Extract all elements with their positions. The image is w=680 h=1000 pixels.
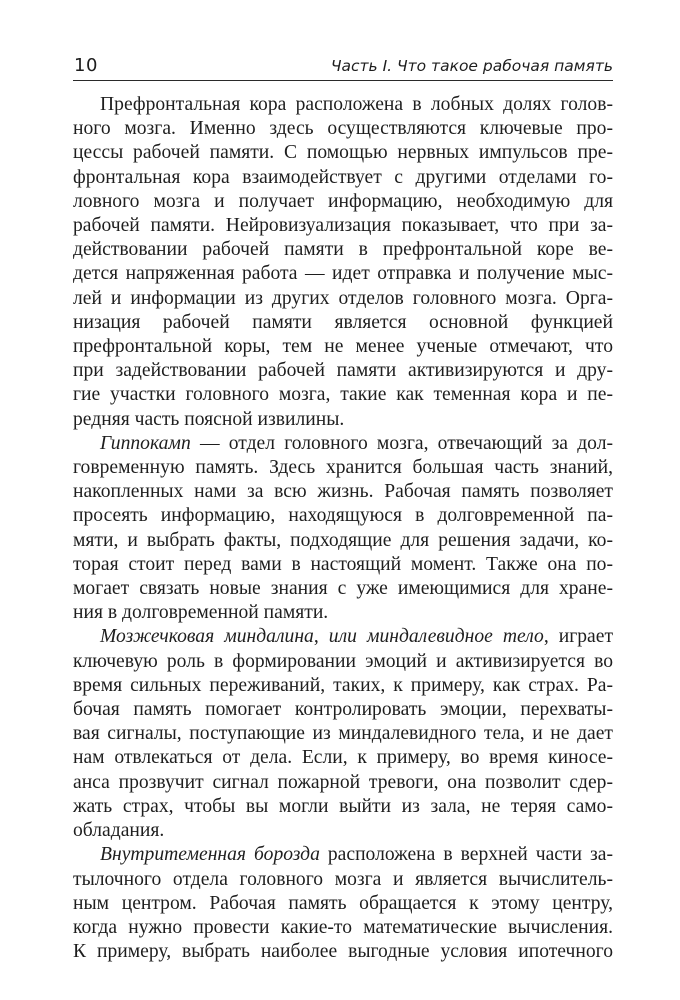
text-line bbox=[73, 625, 613, 649]
text-run: бочая память помогает контролировать эмоции, перехваты- bbox=[73, 699, 613, 721]
text-line bbox=[73, 359, 613, 383]
text-run: , играет bbox=[543, 626, 614, 648]
text-line bbox=[73, 795, 613, 819]
text-line bbox=[73, 214, 613, 238]
text-run: ным центром. Рабочая память обращается к этому центру, bbox=[73, 892, 613, 914]
text-line bbox=[73, 674, 613, 698]
text-line bbox=[73, 868, 613, 892]
text-run: могает связать новые знания с уже имеющимися для хране- bbox=[73, 578, 613, 600]
text-line bbox=[73, 432, 613, 456]
text-run: действовании рабочей памяти в префронтальной коре ве- bbox=[73, 239, 613, 261]
text-run: ного мозга. Именно здесь осуществляются ключевые про- bbox=[73, 118, 613, 140]
text-line bbox=[73, 892, 613, 916]
term-italic: Гиппокамп bbox=[100, 432, 191, 454]
text-run: говременную память. Здесь хранится большая часть знаний, bbox=[73, 457, 613, 479]
text-run: Префронтальная кора расположена в лобных долях голов- bbox=[100, 94, 613, 115]
paragraph bbox=[73, 93, 613, 432]
text-line bbox=[73, 553, 613, 577]
book-page bbox=[73, 52, 613, 964]
term-italic: или миндалевидное тело bbox=[328, 626, 544, 648]
text-run: К примеру, выбрать наиболее выгодные условия ипотечного bbox=[73, 941, 613, 963]
text-line bbox=[73, 190, 613, 214]
text-line bbox=[73, 166, 613, 190]
text-run: лей и информации из других отделов головного мозга. Орга- bbox=[73, 287, 613, 309]
text-line bbox=[73, 287, 613, 311]
text-line bbox=[73, 93, 613, 117]
text-run: обладания. bbox=[73, 820, 165, 842]
text-run: ния в долговременной памяти. bbox=[73, 602, 329, 624]
text-run: дется напряженная работа — идет отправка и получение мыс- bbox=[73, 263, 613, 285]
text-line bbox=[73, 577, 613, 601]
text-line bbox=[73, 408, 613, 432]
paragraph bbox=[73, 843, 613, 964]
text-line bbox=[73, 771, 613, 795]
text-run: гие участки головного мозга, такие как теменная кора и пе- bbox=[73, 384, 613, 406]
text-run: нам отвлекаться от дела. Если, к примеру, во время киносе- bbox=[73, 747, 613, 769]
text-run: вая сигналы, поступающие из миндалевидного тела, и не дает bbox=[73, 723, 613, 745]
text-line bbox=[73, 311, 613, 335]
text-run: цессы рабочей памяти. С помощью нервных импульсов пре- bbox=[73, 142, 613, 164]
paragraph bbox=[73, 432, 613, 626]
text-run: просеять информацию, находящуюся в долговременной па- bbox=[73, 505, 613, 527]
text-run: расположена в верхней части за- bbox=[319, 844, 613, 866]
term-italic: Мозжечковая миндалина bbox=[100, 626, 314, 648]
text-run: низация рабочей памяти является основной функцией bbox=[73, 311, 613, 333]
text-line bbox=[73, 335, 613, 359]
text-run: при задействовании рабочей памяти активизируются и дру- bbox=[73, 360, 613, 382]
text-run: торая стоит перед вами в настоящий момент. Также она по- bbox=[73, 553, 613, 575]
running-header bbox=[73, 52, 613, 81]
text-run: префронтальной коры, тем не менее ученые отмечают, что bbox=[73, 336, 613, 358]
text-line bbox=[73, 746, 613, 770]
text-run: редняя часть поясной извилины. bbox=[73, 408, 345, 430]
text-run: , bbox=[313, 626, 329, 648]
text-run: накопленных нами за всю жизнь. Рабочая память позволяет bbox=[73, 481, 613, 503]
text-line bbox=[73, 504, 613, 528]
text-line bbox=[73, 480, 613, 504]
text-run: тылочного отдела головного мозга и является вычислитель- bbox=[73, 868, 613, 890]
text-line bbox=[73, 916, 613, 940]
text-line bbox=[73, 141, 613, 165]
text-line bbox=[73, 238, 613, 262]
text-line bbox=[73, 383, 613, 407]
text-line bbox=[73, 117, 613, 141]
text-run: анса прозвучит сигнал пожарной тревоги, она позволит сдер- bbox=[73, 771, 613, 793]
text-line bbox=[73, 819, 613, 843]
text-run: когда нужно провести какие-то математические вычисления. bbox=[73, 916, 613, 938]
text-run: мяти, и выбрать факты, подходящие для решения задачи, ко- bbox=[73, 529, 613, 551]
text-line bbox=[73, 843, 613, 867]
chapter-title: Часть I. Что такое рабочая память bbox=[330, 57, 613, 75]
text-run: время сильных переживаний, таких, к примеру, как страх. Ра- bbox=[73, 674, 613, 696]
text-run: фронтальная кора взаимодействует с другими отделами го- bbox=[73, 166, 613, 188]
text-line bbox=[73, 722, 613, 746]
text-line bbox=[73, 601, 613, 625]
text-line bbox=[73, 650, 613, 674]
text-run: ловного мозга и получает информацию, необходимую для bbox=[73, 190, 613, 212]
term-italic: Внутритеменная борозда bbox=[100, 844, 320, 866]
text-run: ключевую роль в формировании эмоций и активизируется во bbox=[73, 650, 613, 672]
text-line bbox=[73, 698, 613, 722]
text-line bbox=[73, 456, 613, 480]
text-line bbox=[73, 940, 613, 964]
body-text bbox=[73, 93, 613, 964]
paragraph bbox=[73, 625, 613, 843]
text-run: рабочей памяти. Нейровизуализация показывает, что при за- bbox=[73, 215, 613, 237]
text-line bbox=[73, 262, 613, 286]
text-run: жать страх, чтобы вы могли выйти из зала, не теряя само- bbox=[73, 795, 613, 817]
page-number: 10 bbox=[74, 55, 98, 76]
text-line bbox=[73, 529, 613, 553]
text-run: — отдел головного мозга, отвечающий за дол- bbox=[190, 432, 613, 454]
